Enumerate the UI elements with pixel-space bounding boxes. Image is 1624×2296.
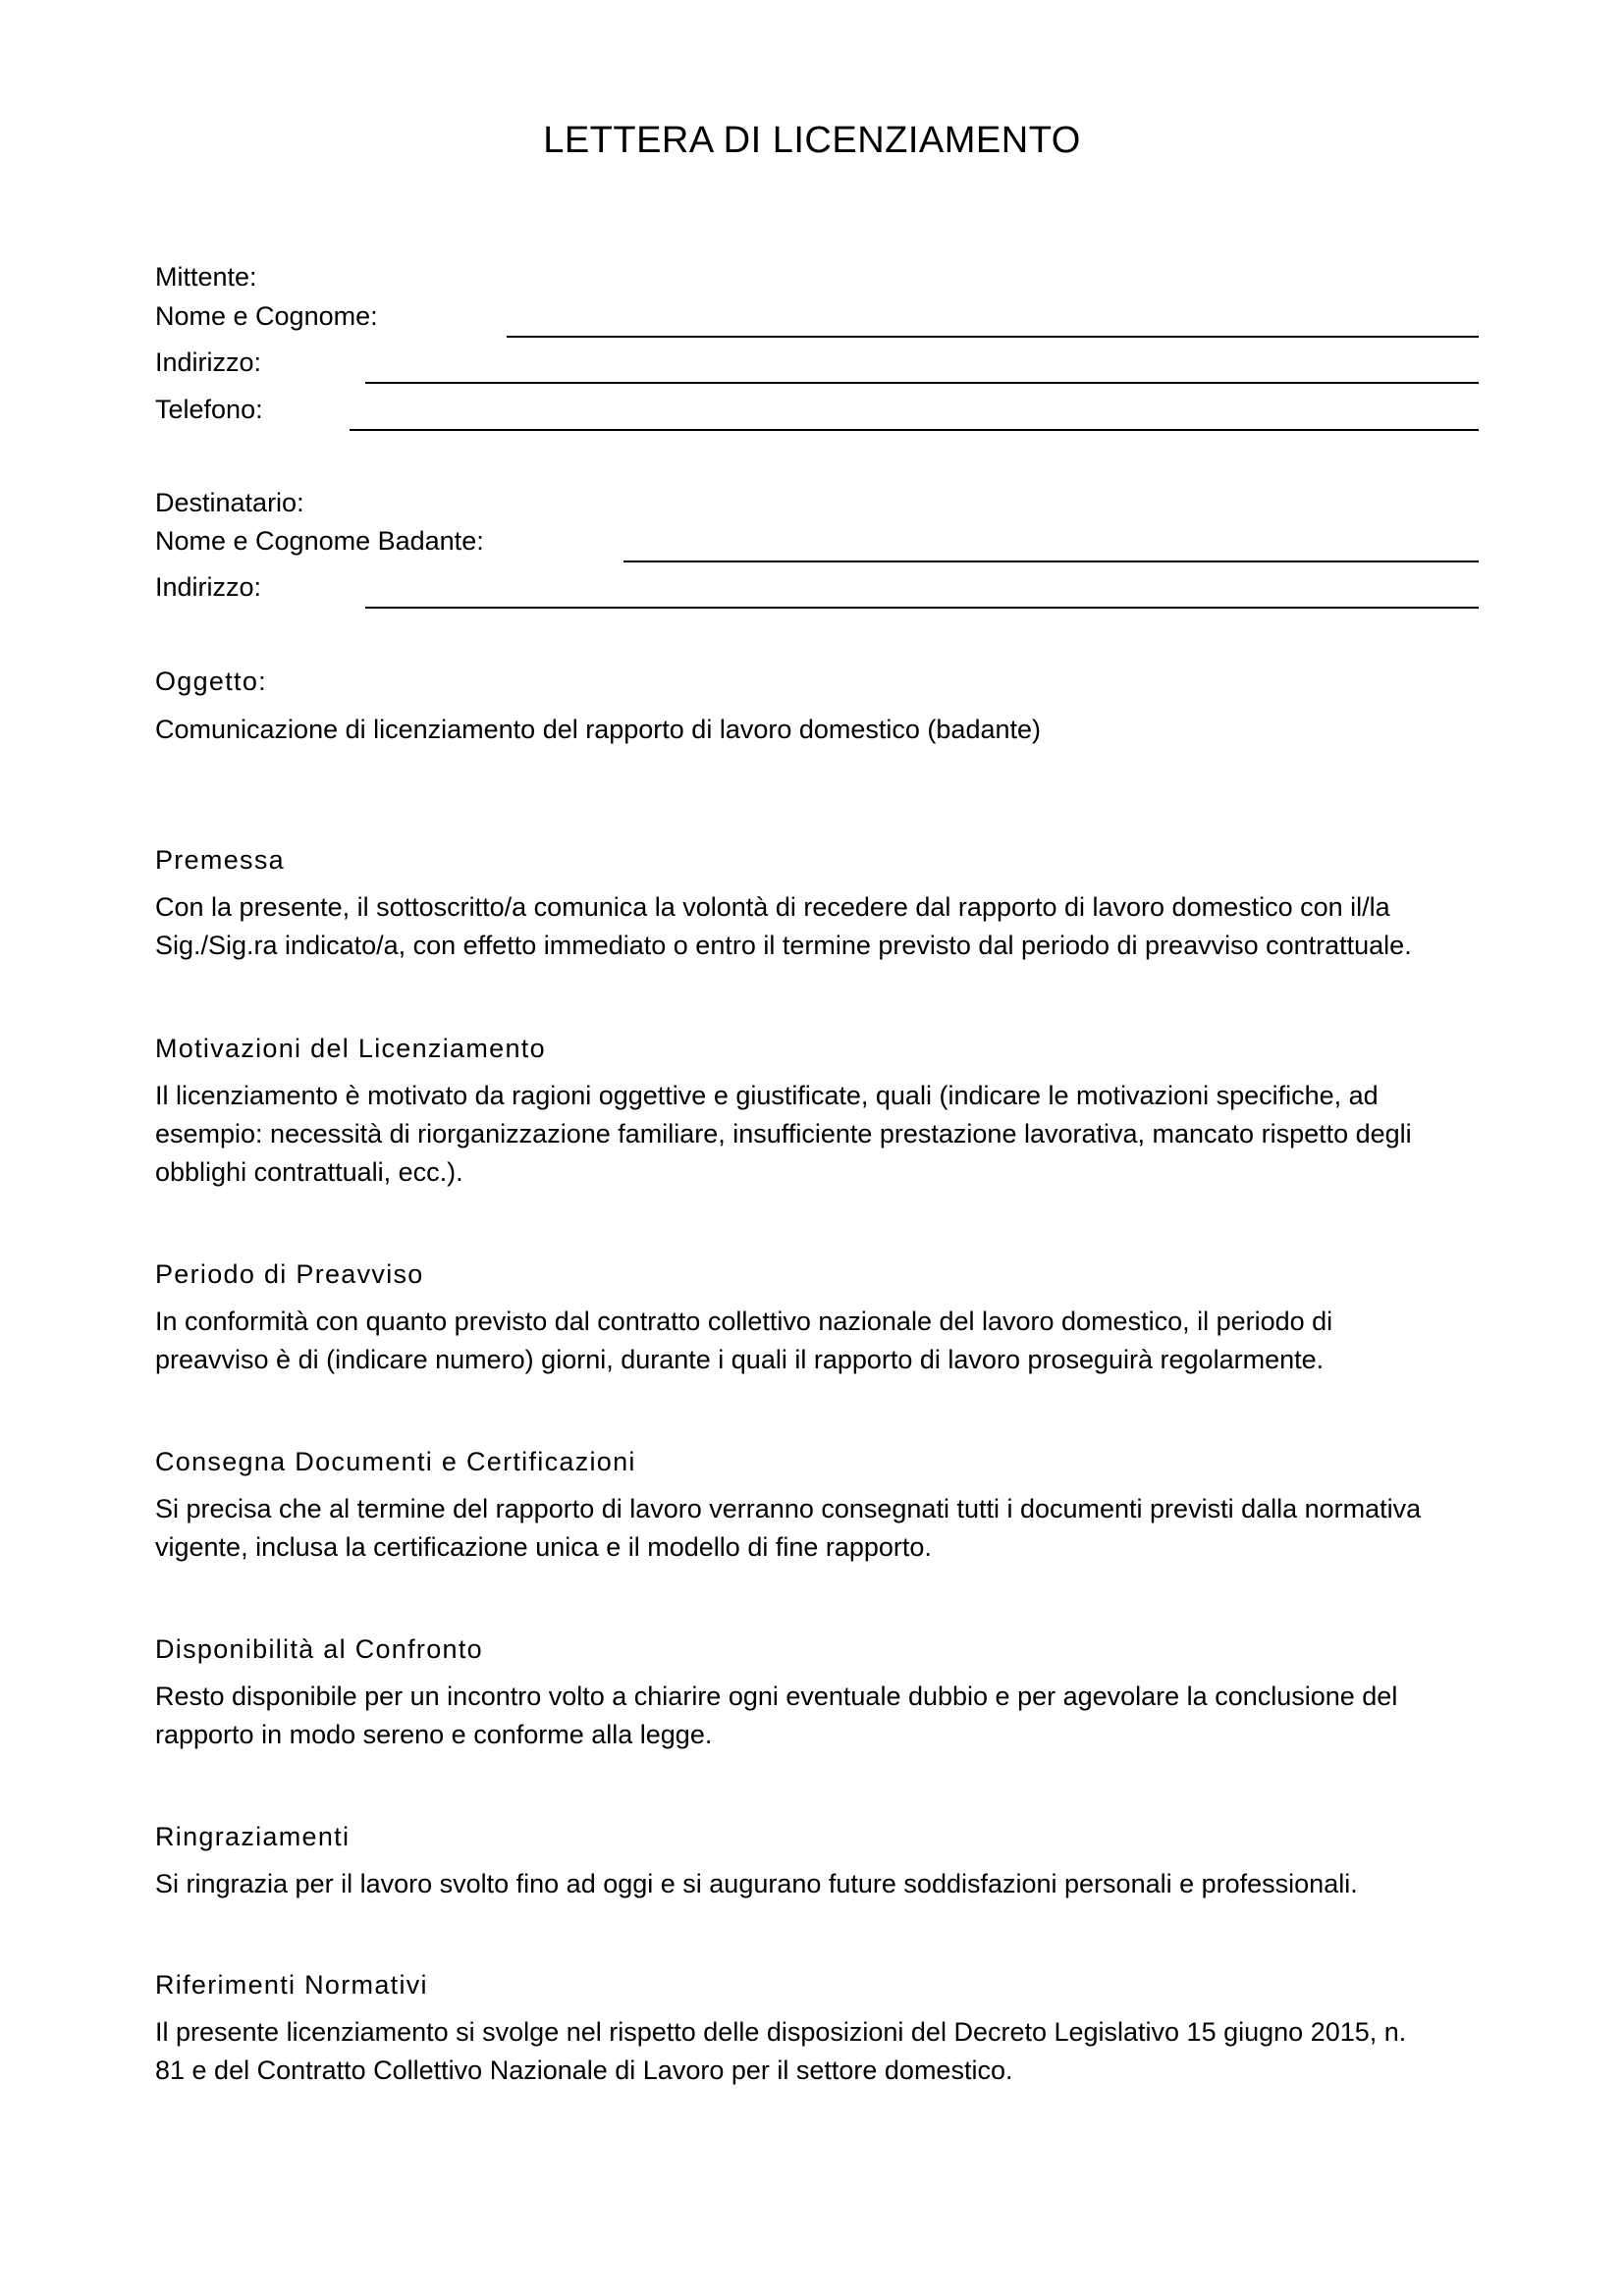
sender-address-row	[155, 345, 1479, 384]
section-line: preavviso è di (indicare numero) giorni, durante i quali il rapporto di lavoro proseguirà regolarmente.	[155, 1345, 1325, 1374]
recipient-address-row	[155, 569, 1479, 609]
recipient-address-label: Indirizzo:	[155, 572, 262, 602]
sender-heading: Mittente:	[155, 262, 257, 292]
section-heading: Ringraziamenti	[155, 1822, 351, 1851]
document-title: LETTERA DI LICENZIAMENTO	[543, 120, 1081, 161]
section-line: Il licenziamento è motivato da ragioni oggettive e giustificate, quali (indicare le motivazioni specifiche, ad	[155, 1081, 1379, 1110]
section-heading: Disponibilità al Confronto	[155, 1634, 483, 1664]
section-heading: Premessa	[155, 845, 285, 875]
sender-phone-field[interactable]	[350, 429, 1479, 431]
sender-name-field[interactable]	[507, 336, 1479, 338]
section-heading: Periodo di Preavviso	[155, 1259, 424, 1289]
sender-address-field[interactable]	[365, 382, 1479, 384]
section-line: 81 e del Contratto Collettivo Nazionale di Lavoro per il settore domestico.	[155, 2056, 1013, 2085]
sender-name-label: Nome e Cognome:	[155, 301, 378, 331]
section-line: Con la presente, il sottoscritto/a comunica la volontà di recedere dal rapporto di lavoro domestico con il/la	[155, 892, 1390, 922]
section-line: Resto disponibile per un incontro volto a chiarire ogni eventuale dubbio e per agevolare la conclusione del	[155, 1682, 1398, 1711]
subject-text: Comunicazione di licenziamento del rapporto di lavoro domestico (badante)	[155, 715, 1041, 744]
section-line: esempio: necessità di riorganizzazione familiare, insufficiente prestazione lavorativa, mancato rispetto degli	[155, 1119, 1412, 1148]
sender-name-row	[155, 298, 1479, 338]
section-line: Sig./Sig.ra indicato/a, con effetto immediato o entro il termine previsto dal periodo di preavviso contrattuale.	[155, 931, 1412, 960]
section-heading: Riferimenti Normativi	[155, 1970, 428, 2000]
section-line: obblighi contrattuali, ecc.).	[155, 1157, 463, 1187]
recipient-heading: Destinatario:	[155, 488, 304, 517]
recipient-name-label: Nome e Cognome Badante:	[155, 526, 484, 556]
section-line: vigente, inclusa la certificazione unica e il modello di fine rapporto.	[155, 1532, 932, 1562]
section-line: Il presente licenziamento si svolge nel rispetto delle disposizioni del Decreto Legislativo 15 giugno 2015, n.	[155, 2017, 1407, 2047]
sender-address-label: Indirizzo:	[155, 347, 262, 377]
recipient-name-row	[155, 523, 1479, 562]
recipient-address-field[interactable]	[365, 607, 1479, 609]
section-line: Si ringrazia per il lavoro svolto fino ad oggi e si augurano future soddisfazioni personali e professionali.	[155, 1869, 1358, 1898]
subject-heading: Oggetto:	[155, 667, 267, 696]
sender-phone-label: Telefono:	[155, 395, 263, 424]
section-line: rapporto in modo sereno e conforme alla legge.	[155, 1720, 713, 1749]
section-heading: Consegna Documenti e Certificazioni	[155, 1447, 636, 1476]
sender-phone-row	[155, 392, 1479, 431]
recipient-name-field[interactable]	[623, 561, 1479, 562]
section-line: In conformità con quanto previsto dal contratto collettivo nazionale del lavoro domestico, il periodo di	[155, 1307, 1333, 1336]
section-heading: Motivazioni del Licenziamento	[155, 1034, 546, 1063]
section-line: Si precisa che al termine del rapporto di lavoro verranno consegnati tutti i documenti previsti dalla normativa	[155, 1494, 1422, 1523]
